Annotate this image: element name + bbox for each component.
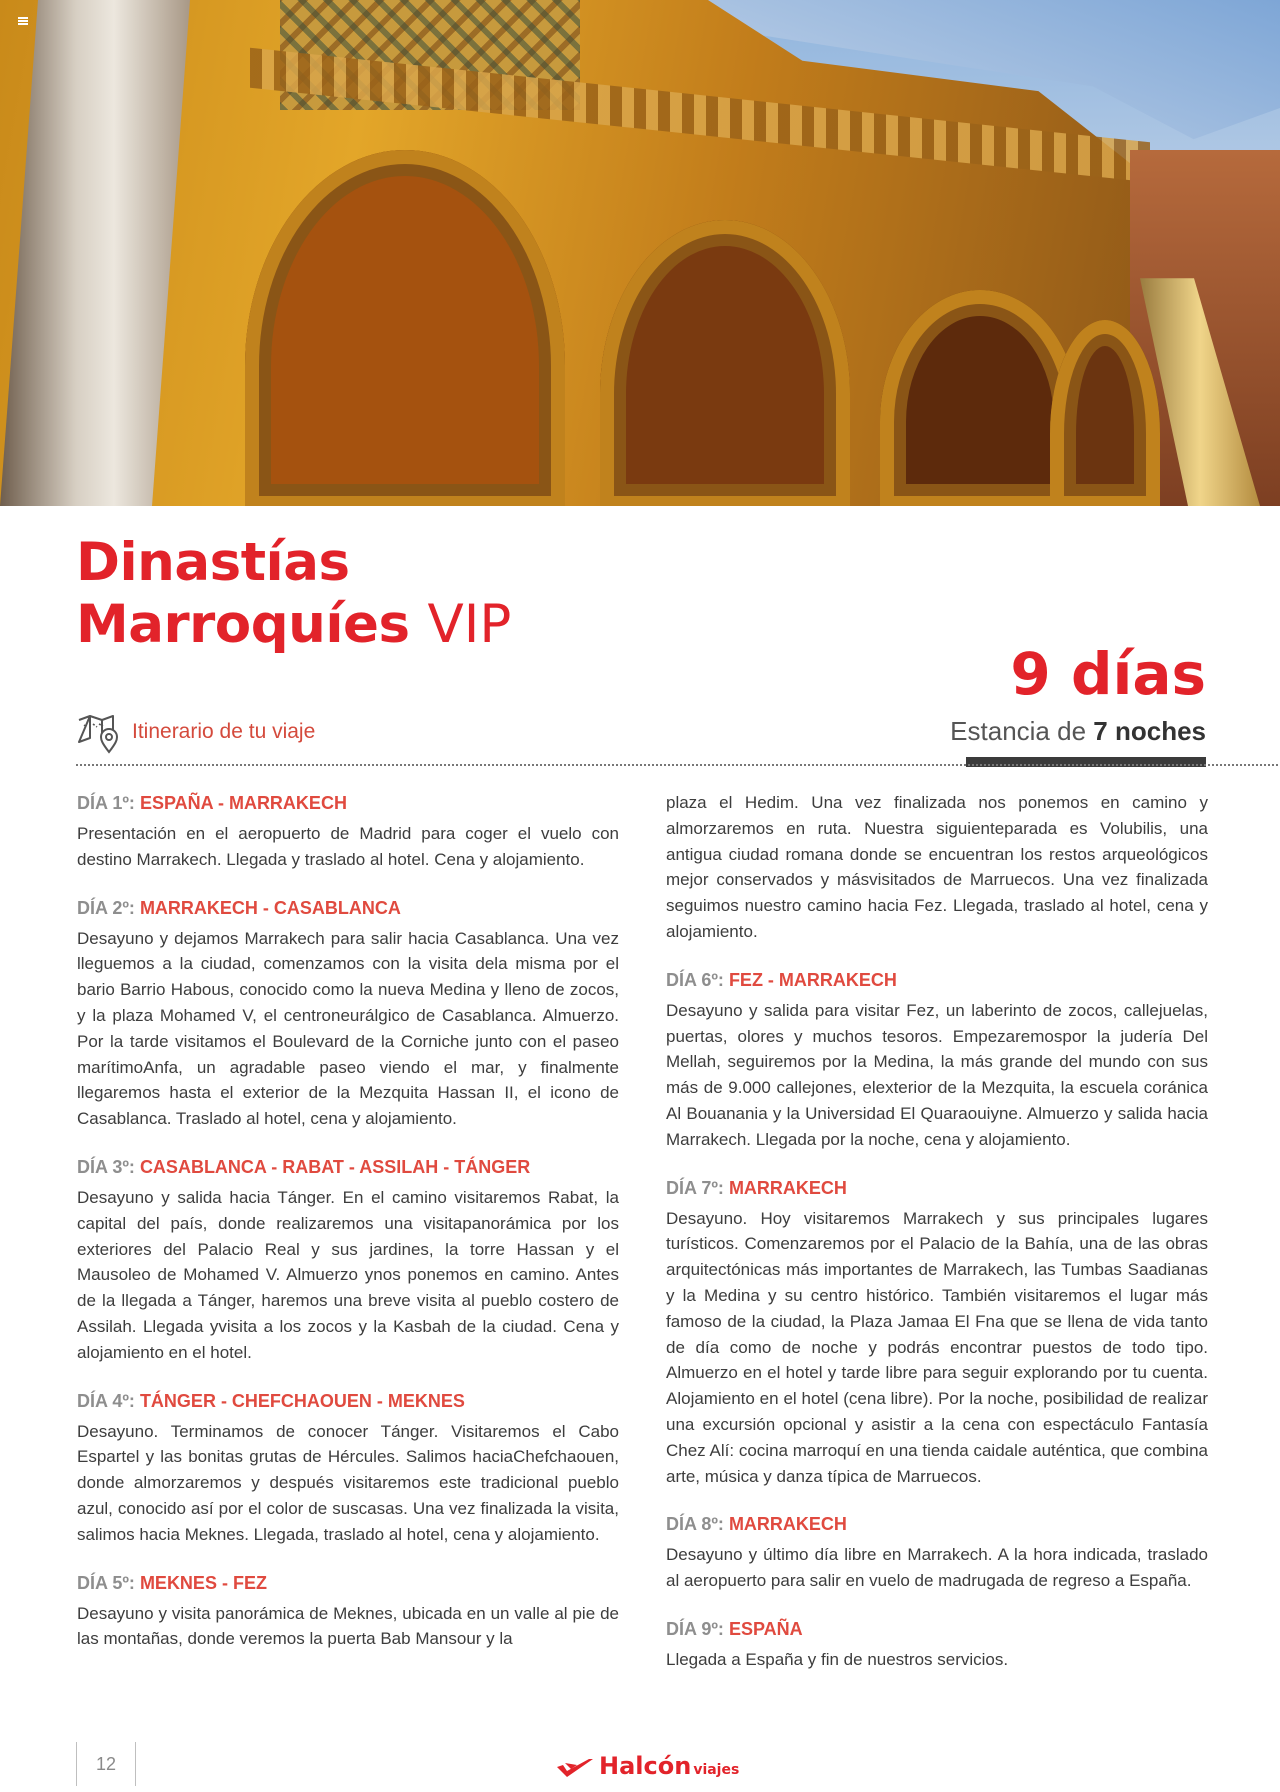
day-route: MARRAKECH [728, 1177, 847, 1198]
day-route: MEKNES - FEZ [139, 1572, 267, 1593]
day-9 [666, 1616, 1208, 1673]
day-label: DÍA 2º: [77, 897, 135, 918]
day-3 [77, 1154, 619, 1366]
hero-photo [0, 0, 1280, 506]
day-route: MARRAKECH - CASABLANCA [139, 897, 401, 918]
brand-name: Halcón [599, 1752, 692, 1780]
title-line-2: Marroquíes [76, 594, 410, 655]
day-label: DÍA 4º: [77, 1390, 135, 1411]
page-title [76, 532, 511, 656]
day-5-continued [666, 790, 1208, 945]
itinerary-column-right [666, 790, 1208, 1695]
day-route: ESPAÑA - MARRAKECH [139, 793, 347, 813]
day-route: FEZ - MARRAKECH [728, 969, 897, 990]
section-divider [76, 764, 1278, 766]
day-heading [77, 1154, 619, 1180]
day-heading [77, 895, 619, 921]
day-5 [77, 1570, 619, 1653]
day-route: CASABLANCA - RABAT - ASSILAH - TÁNGER [139, 1156, 531, 1177]
day-description: Desayuno y salida para visitar Fez, un laberinto de zocos, callejuelas, puertas, olores y muchos tesoros. Empezaremospor la judería Del Mellah, seguiremos por la Medina, la más grande del mundo con sus más de 9.000 callejones, elexterior de la Mezquita, la escuela coránica Al Bouanania y la Universidad El Quaraouiyne. Almuerzo y salida hacia Marrakech. Llegada por la noche, cena y alojamiento. [666, 1000, 1208, 1149]
day-8 [666, 1511, 1208, 1594]
halcon-logo [555, 1752, 739, 1786]
day-heading [77, 790, 619, 816]
day-description: Desayuno y último día libre en Marrakech. A la hora indicada, traslado al aeropuerto para salir en vuelo de madrugada de regreso a España. [666, 1545, 1208, 1591]
halcon-wing-icon [555, 1757, 595, 1781]
stay-prefix: Estancia de [950, 716, 1087, 746]
day-label: DÍA 5º: [77, 1572, 135, 1593]
itinerary-label: Itinerario de tu viaje [132, 720, 316, 743]
day-label: DÍA 7º: [666, 1177, 724, 1198]
day-description: Desayuno. Hoy visitaremos Marrakech y sus principales lugares turísticos. Comenzaremos por el Palacio de la Bahía, una de las obras arquitectónicas más importantes de Marrakech, las Tumbas Saadianas y la Medina y su centro histórico. También visitaremos el lugar más famoso de la ciudad, la Plaza Jamaa El Fna que se llena de vida tanto de día como de noche y podrás encontrar puestos de todo tipo. Almuerzo en el hotel y tarde libre para seguir explorando por tu cuenta. Alojamiento en el hotel (cena libre). Por la noche, posibilidad de realizar una excursión opcional y asistir a la cena con espectáculo Fantasía Chez Alí: cocina marroquí en una tienda caidale auténtica, que combina arte, música y danza típica de Marruecos. [666, 1208, 1208, 1486]
day-4 [77, 1388, 619, 1548]
page-number-text: 12 [95, 1753, 117, 1774]
menu-icon[interactable] [18, 17, 28, 25]
day-description: Presentación en el aeropuerto de Madrid para coger el vuelo con destino Marrakech. Llegada y traslado al hotel. Cena y alojamiento. [77, 824, 619, 869]
day-1 [77, 790, 619, 873]
day-label: DÍA 9º: [666, 1618, 724, 1639]
day-label: DÍA 8º: [666, 1514, 724, 1535]
stay-nights: 7 noches [1093, 716, 1206, 746]
day-heading [666, 1175, 1208, 1201]
day-heading [666, 1616, 1208, 1642]
day-route: ESPAÑA [728, 1618, 803, 1639]
stay-length [950, 715, 1206, 747]
day-description: Desayuno y salida hacia Tánger. En el camino visitaremos Rabat, la capital del país, donde realizaremos una visitapanorámica por los exteriores del Palacio Real y sus jardines, la torre Hassan y el Mausoleo de Mohamed V. Almuerzo ynos ponemos en camino. Antes de la llegada a Tánger, haremos una breve visita al pueblo costero de Assilah. Llegada yvisita a los zocos y la Kasbah de la ciudad. Cena y alojamiento en el hotel. [77, 1187, 619, 1362]
title-suffix: VIP [427, 594, 512, 655]
day-heading [666, 1511, 1208, 1537]
day-label: DÍA 6º: [666, 969, 724, 990]
day-heading [77, 1388, 619, 1414]
map-pin-icon [76, 710, 120, 754]
day-description: plaza el Hedim. Una vez finalizada nos ponemos en camino y almorzaremos en ruta. Nuestra siguienteparada es Volubilis, una antigua ciudad romana donde se encuentran los restos arqueológicos mejor conservados y másvisitados de Marruecos. Una vez finalizada seguimos nuestro camino hacia Fez. Llegada, traslado al hotel, cena y alojamiento. [666, 793, 1208, 941]
day-label: DÍA 1º: [77, 793, 135, 813]
day-7 [666, 1175, 1208, 1490]
day-2 [77, 895, 619, 1132]
day-route: TÁNGER - CHEFCHAOUEN - MEKNES [139, 1390, 465, 1411]
day-heading [666, 967, 1208, 993]
itinerary-heading [76, 710, 315, 754]
brand-sub: viajes [693, 1762, 740, 1778]
trip-duration: 9 días [1010, 640, 1206, 708]
day-description: Desayuno y dejamos Marrakech para salir hacia Casablanca. Una vez lleguemos a la ciudad, comenzamos con la visita dela misma por el bario Barrio Habous, conocido como la nueva Medina y lleno de zocos, y la plaza Mohamed V, el centroneurálgico de Casablanca. Almuerzo. Por la tarde visitamos el Boulevard de la Corniche junto con el paseo marítimoAnfa, un agradable paseo viendo el mar, y finalmente llegaremos hasta el exterior de la Mezquita Hassan II, el icono de Casablanca. Traslado al hotel, cena y alojamiento. [77, 928, 619, 1129]
itinerary-column-left [77, 790, 619, 1674]
day-label: DÍA 3º: [77, 1156, 135, 1177]
title-line-1: Dinastías [76, 532, 350, 593]
day-description: Desayuno y visita panorámica de Meknes, ubicada en un valle al pie de las montañas, donde veremos la puerta Bab Mansour y la [77, 1603, 619, 1649]
day-route: MARRAKECH [728, 1514, 847, 1535]
day-description: Llegada a España y fin de nuestros servicios. [666, 1649, 1009, 1669]
day-heading [77, 1570, 619, 1596]
day-6 [666, 967, 1208, 1153]
day-description: Desayuno. Terminamos de conocer Tánger. Visitaremos el Cabo Espartel y las bonitas grutas de Hércules. Salimos haciaChefchaouen, donde almorzaremos y después visitaremos este tradicional pueblo azul, conocido así por el color de suscasas. Una vez finalizada la visita, salimos hacia Meknes. Llegada, traslado al hotel, cena y alojamiento. [77, 1421, 619, 1544]
page-number [76, 1742, 136, 1786]
